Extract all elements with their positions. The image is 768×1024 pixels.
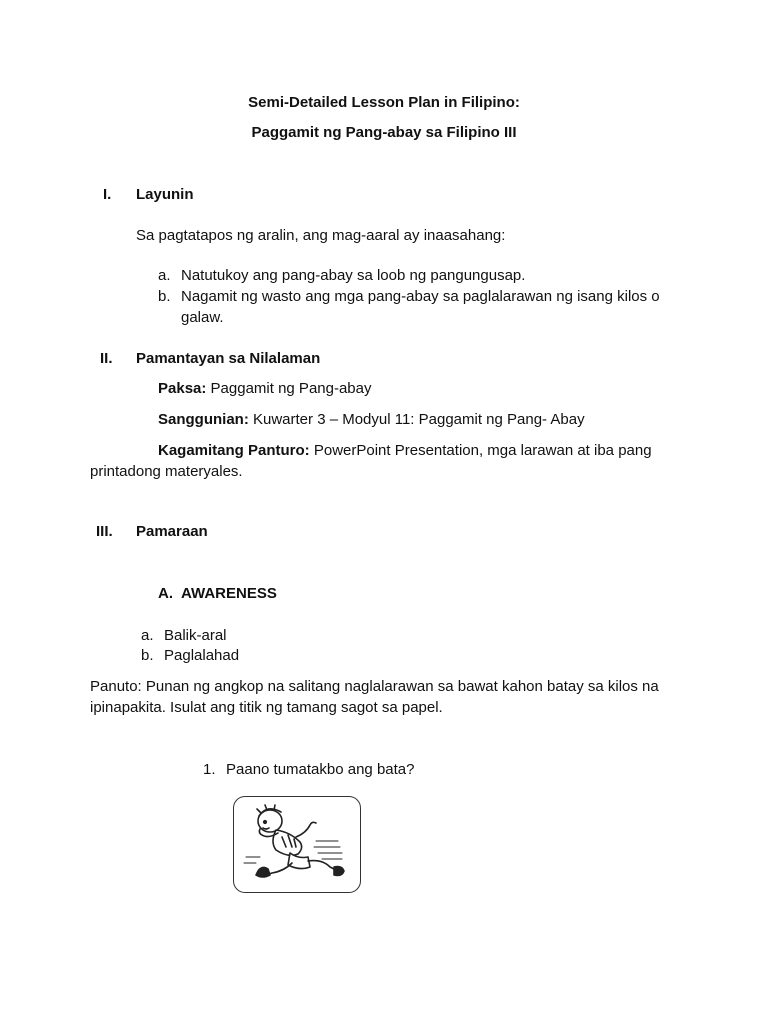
paksa-line <box>158 379 372 399</box>
list-item-continuation: galaw. <box>181 309 224 326</box>
list-item: Natutukoy ang pang-abay sa loob ng pangungusap. <box>181 267 526 284</box>
subsection-heading: AWARENESS <box>181 585 277 602</box>
sanggunian-line <box>158 410 585 430</box>
section-2-numeral: II. <box>100 350 113 367</box>
list-marker: a. <box>158 267 171 284</box>
paksa-label: Paksa: <box>158 380 207 397</box>
section-1-heading: Layunin <box>136 186 194 203</box>
panuto-line-2: ipinapakita. Isulat ang titik ng tamang sagot sa papel. <box>90 699 443 716</box>
section-3-heading: Pamaraan <box>136 523 208 540</box>
running-child-icon <box>234 797 360 892</box>
kagamitan-continuation: printadong materyales. <box>90 463 243 480</box>
kagamitan-value: PowerPoint Presentation, mga larawan at iba pang <box>313 442 652 459</box>
list-item: Paglalahad <box>164 647 240 664</box>
panuto-line-1: Panuto: Punan ng angkop na salitang naglalarawan sa bawat kahon batay sa kilos na <box>90 678 659 695</box>
document-subtitle: Paggamit ng Pang-abay sa Filipino III <box>251 124 517 141</box>
list-marker: a. <box>141 627 154 644</box>
question-marker: 1. <box>203 761 216 778</box>
list-item: Nagamit ng wasto ang mga pang-abay sa paglalarawan ng isang kilos o <box>181 288 660 305</box>
list-marker: b. <box>141 647 154 664</box>
list-marker: b. <box>158 288 171 305</box>
sanggunian-value: Kuwarter 3 – Modyul 11: Paggamit ng Pang- Abay <box>253 411 585 428</box>
section-1-intro: Sa pagtatapos ng aralin, ang mag-aaral ay inaasahang: <box>136 227 506 244</box>
question-text: Paano tumatakbo ang bata? <box>226 761 415 778</box>
sanggunian-label: Sanggunian: <box>158 411 249 428</box>
kagamitan-line <box>158 441 652 461</box>
paksa-value: Paggamit ng Pang-abay <box>210 380 372 397</box>
section-2-heading: Pamantayan sa Nilalaman <box>136 350 321 367</box>
running-child-image <box>233 796 361 893</box>
subsection-marker: A. <box>158 585 173 602</box>
section-3-numeral: III. <box>96 523 113 540</box>
section-1-numeral: I. <box>103 186 112 203</box>
list-item: Balik-aral <box>164 627 227 644</box>
kagamitan-label: Kagamitang Panturo: <box>158 442 310 459</box>
document-title: Semi-Detailed Lesson Plan in Filipino: <box>248 94 520 111</box>
